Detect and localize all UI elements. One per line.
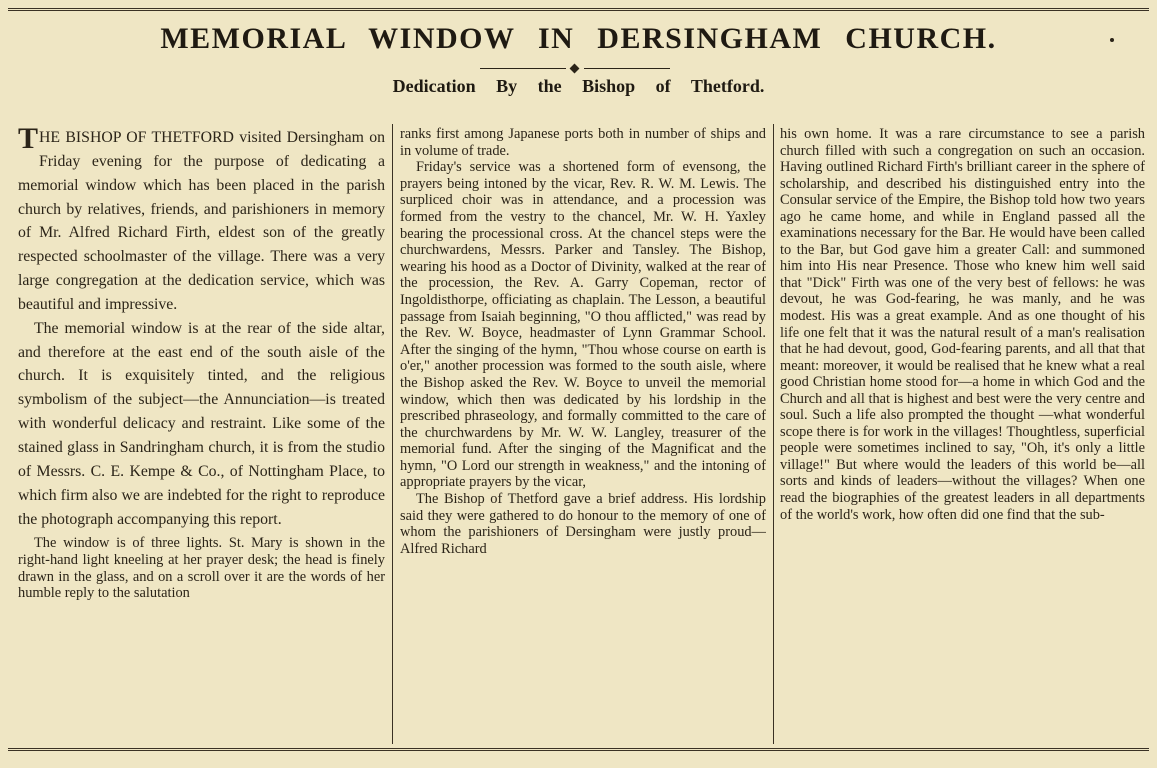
- paragraph-5: Friday's service was a shortened form of evensong, the prayers being intoned by the vicar, Rev. R. W. M. Lewis. The surpliced choir was in attendance, and a procession was formed from the vestry to the chancel, Mr. W. H. Yaxley bearing the processional cross. At the chancel steps were the churchwardens, Messrs. Parker and Tansley. The Bishop, wearing his hood as a Doctor of Divinity, walked at the rear of the procession, the Rev. A. Garry Copeman, rector of Ingoldisthorpe, officiating as chaplain. The Lesson, a beautiful passage from Isaiah beginning, "O thou afflicted," was read by the Rev. W. Boyce, headmaster of Lynn Grammar School. After the singing of the hymn, "Thou whose course on earth is o'er," another procession was formed to the south aisle, where the Bishop asked the Rev. W. Boyce to unveil the memorial window, which then was dedicated by his lordship in the prescribed phraseology, and formally committed to the care of the churchwardens by Mr. W. W. Langley, treasurer of the memorial fund. After the singing of the Magnificat and the hymn, "O Lord our strength in weakness," and the intoning of appropriate prayers by the vicar,: [400, 159, 766, 491]
- paragraph-4: ranks first among Japanese ports both in number of ships and in volume of trade.: [400, 126, 766, 159]
- column-1: [18, 126, 385, 741]
- paragraph-1: [18, 126, 385, 317]
- print-dot: [1110, 38, 1114, 42]
- column-divider-1: [392, 124, 393, 744]
- drop-cap: T: [18, 126, 39, 155]
- paragraph-6: The Bishop of Thetford gave a brief address. His lordship said they were gathered to do honour to the memory of one of whom the parishioners of Dersingham were justly proud—Alfred Richard: [400, 491, 766, 557]
- ornament-line-right: [584, 68, 670, 69]
- headline: MEMORIAL WINDOW IN DERSINGHAM CHURCH.: [160, 22, 997, 55]
- title-ornament: [480, 64, 670, 74]
- bottom-rule: [8, 748, 1149, 751]
- column-2: [400, 126, 766, 741]
- top-rule: [8, 8, 1149, 11]
- ornament-diamond: [570, 64, 580, 74]
- paragraph-7: his own home. It was a rare circumstance to see a parish church filled with such a congregation on such an occasion. Having outlined Richard Firth's brilliant career in the sphere of scholarship, and described his distinguished entry into the Consular service of the Empire, the Bishop told how two years ago he came home, and while in England passed all the examinations necessary for the Bar. He would have been called to the Bar, but God gave him a greater Call: and summoned him into His near Presence. Those who knew him well said that "Dick" Firth was one of the very best of fellows: he was devout, he was God-fearing, he was manly, and he was modest. His was a great example. And as one thought of his life one felt that it was the natural result of a man's realisation that he had devout, good, God-fearing parents, and all that that meant: moreover, it would be realised that he knew what a real good Christian home stood for—a home in which God and the Church and all that is highest and best were the very centre and soul. Such a life also prompted the thought —what wonderful scope there is for work in the villages! Thoughtless, superficial people were sometimes inclined to say, "Oh, it's only a little village!" But where would the leaders of this world be—all sorts and kinds of leaders—without the villages? When one read the biographies of the greatest leaders in all departments of the world's work, how often did one find that the sub-: [780, 126, 1145, 523]
- column-divider-2: [773, 124, 774, 744]
- ornament-line-left: [480, 68, 566, 69]
- column-3: [780, 126, 1145, 741]
- subheadline: Dedication By the Bishop of Thetford.: [392, 76, 765, 96]
- paragraph-1-text: HE BISHOP OF THETFORD visited Dersingham on Friday evening for the purpose of dedicating a memorial window which has been placed in the parish church by relatives, friends, and parishioners in memory of Mr. Alfred Richard Firth, eldest son of the greatly respected schoolmaster of the village. There was a very large congregation at the dedication service, which was beautiful and impressive.: [18, 129, 385, 313]
- paragraph-3: The window is of three lights. St. Mary is shown in the right-hand light kneeling at her prayer desk; the head is finely drawn in the glass, and on a scroll over it are the words of her humble reply to the salutation: [18, 535, 385, 602]
- paragraph-2: The memorial window is at the rear of the side altar, and therefore at the east end of the south aisle of the church. It is exquisitely tinted, and the religious symbolism of the subject—the Annunciation—is treated with wonderful delicacy and restraint. Like some of the stained glass in Sandringham church, it is from the studio of Messrs. C. E. Kempe & Co., of Nottingham Place, to which firm also we are indebted for the right to reproduce the photograph accompanying this report.: [18, 319, 385, 528]
